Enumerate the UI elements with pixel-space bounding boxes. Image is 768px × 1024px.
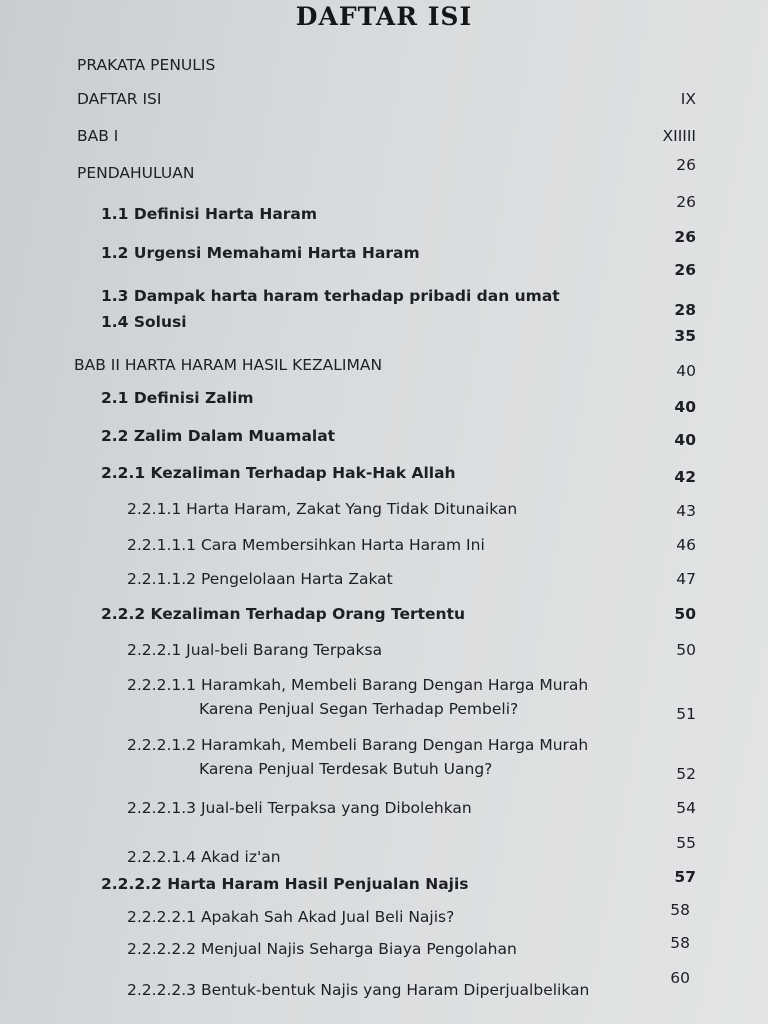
toc-entry (0, 389, 768, 419)
toc-entry (0, 934, 768, 970)
toc-entry-label: 1.2 Urgensi Memahami Harta Haram (101, 244, 420, 262)
toc-entry-label: 2.2.2.2.1 Apakah Sah Akad Jual Beli Najis? (127, 908, 455, 926)
toc-entry-label: 2.2.2.2.3 Bentuk-bentuk Najis yang Haram Diperjualbelikan (127, 981, 590, 999)
toc-entry-label: 1.4 Solusi (101, 313, 187, 331)
toc-entry (0, 327, 768, 357)
toc-page-number: 43 (676, 502, 696, 520)
toc-entry-label: PENDAHULUAN (77, 164, 195, 182)
toc-page-number: 57 (674, 868, 696, 886)
toc-entry-label: BAB I (77, 127, 119, 145)
toc-entry-label-line2: Karena Penjual Segan Terhadap Pembeli? (199, 700, 519, 718)
toc-page-number: 42 (674, 468, 696, 486)
toc-page-number: 50 (674, 605, 696, 623)
toc-entry-label (127, 676, 588, 718)
toc-entry (0, 500, 768, 530)
toc-page-number: 60 (670, 969, 690, 987)
toc-entry-label: 2.1 Definisi Zalim (101, 389, 254, 407)
toc-entry (0, 570, 768, 600)
toc-entry (0, 427, 768, 457)
toc-entry-label: BAB II HARTA HARAM HASIL KEZALIMAN (74, 356, 383, 374)
toc-entry-label: 2.2.1.1 Harta Haram, Zakat Yang Tidak Ditunaikan (127, 500, 518, 518)
toc-entry (0, 356, 768, 386)
toc-page-number: 40 (674, 431, 696, 449)
toc-page-number: 40 (676, 362, 696, 380)
toc-entry-label: DAFTAR ISI (77, 90, 162, 108)
toc-page-number: 35 (674, 327, 696, 345)
toc-entry-label: 1.3 Dampak harta haram terhadap pribadi dan umat (101, 287, 560, 305)
toc-page-number: 40 (674, 398, 696, 416)
toc-page-number: 51 (676, 705, 696, 723)
toc-page-number: 52 (676, 765, 696, 783)
toc-page-number: 50 (676, 641, 696, 659)
toc-entry (0, 536, 768, 566)
toc-page-number: IX (680, 90, 696, 108)
toc-entry (0, 56, 768, 86)
toc-entry-label (127, 736, 588, 778)
toc-entry (0, 676, 768, 736)
toc-entry (0, 90, 768, 120)
toc-entry (0, 799, 768, 829)
toc-page-number: XIIIII (662, 127, 696, 145)
toc-page-number: 47 (676, 570, 696, 588)
toc-page-number: 54 (676, 799, 696, 817)
toc-page-number: 55 (676, 834, 696, 852)
toc-entry (0, 464, 768, 494)
toc-entry-label: 1.1 Definisi Harta Haram (101, 205, 318, 223)
toc-page-number: 26 (674, 261, 696, 279)
toc-entry (0, 736, 768, 796)
toc-entry-label: 2.2.2.2 Harta Haram Hasil Penjualan Najis (101, 875, 469, 893)
toc-entry-label-line2: Karena Penjual Terdesak Butuh Uang? (199, 760, 493, 778)
toc-entry-label: 2.2.1 Kezaliman Terhadap Hak-Hak Allah (101, 464, 456, 482)
toc-entry (0, 969, 768, 1011)
toc-entry-label: 2.2.2.1 Jual-beli Barang Terpaksa (127, 641, 383, 659)
toc-page-number: 26 (676, 193, 696, 211)
toc-entry-label-line1: 2.2.2.1.1 Haramkah, Membeli Barang Dengan Harga Murah (127, 676, 589, 694)
toc-page-number: 58 (670, 901, 690, 919)
toc-page-number: 46 (676, 536, 696, 554)
toc-entry-label: 2.2.2.1.4 Akad iz'an (127, 848, 281, 866)
toc-entry (0, 127, 768, 157)
toc-entry-label: 2.2.2.2.2 Menjual Najis Seharga Biaya Pengolahan (127, 940, 517, 958)
toc-entry (0, 156, 768, 194)
toc-page-number: 26 (674, 228, 696, 246)
toc-entry-label: 2.2.2 Kezaliman Terhadap Orang Tertentu (101, 605, 466, 623)
toc-entry (0, 605, 768, 635)
toc-entry (0, 641, 768, 671)
toc-entry-label: 2.2.2.1.3 Jual-beli Terpaksa yang Dibolehkan (127, 799, 472, 817)
toc-entry-label-line1: 2.2.2.1.2 Haramkah, Membeli Barang Dengan Harga Murah (127, 736, 589, 754)
page-title: DAFTAR ISI (295, 2, 473, 31)
toc-page-number: 26 (676, 156, 696, 174)
toc-entry-label: 2.2.1.1.2 Pengelolaan Harta Zakat (127, 570, 393, 588)
toc-page-number: 58 (670, 934, 690, 952)
toc-entry-label: PRAKATA PENULIS (77, 56, 216, 74)
toc-entry-label: 2.2 Zalim Dalam Muamalat (101, 427, 336, 445)
toc-page-number: 28 (674, 301, 696, 319)
toc-entry-label: 2.2.1.1.1 Cara Membersihkan Harta Haram Ini (127, 536, 485, 554)
